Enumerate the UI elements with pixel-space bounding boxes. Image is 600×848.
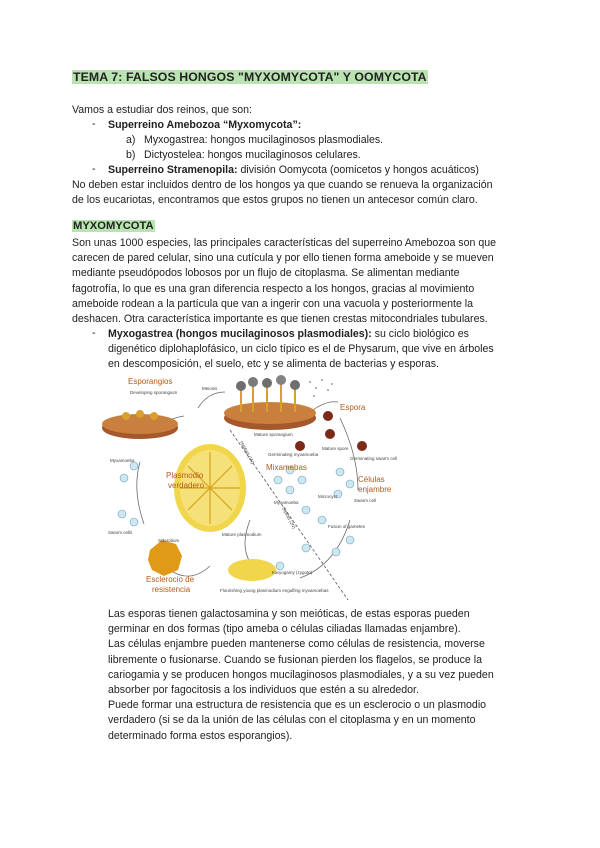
label-karyogamy: Karyogamy (zygote) [272, 570, 313, 575]
label-mature-plasmodium: Mature plasmodium [222, 532, 262, 537]
label-swarm-cells: Swarm cells [108, 530, 133, 535]
intro-paragraph-2: No deben estar incluidos dentro de los hongos ya que cuando se renueva la organización de los eucariotas, encontramos que estos grupos no tienen un antecesor común claro. [72, 179, 493, 207]
label-microcyst: Microcyst [318, 494, 337, 499]
bullet-dash: - [92, 118, 96, 130]
sub-item-a: Myxogastrea: hongos mucilaginosos plasmodiales. [144, 134, 384, 146]
label-sclerotium: Sclerotium [158, 538, 180, 543]
spore [295, 441, 305, 451]
label-plasmodio: Plasmodio [166, 471, 204, 480]
spore [357, 441, 367, 451]
section-title: MYXOMYCOTA [73, 220, 154, 232]
intro-text: Vamos a estudiar dos reinos, que son: [72, 104, 253, 116]
label-developing: Developing sporangium [130, 390, 178, 395]
sclerotium-illustration [148, 540, 182, 576]
label-celulas: Células [358, 475, 385, 484]
label-diploid: Diploid (2N) [281, 506, 297, 530]
label-mature-spore: Mature spore [322, 446, 349, 451]
label-verdadero: verdadero [168, 481, 205, 490]
sub-item-a-marker: a) [126, 134, 136, 146]
life-cycle-diagram [100, 370, 415, 605]
label-meiosis: Meiosis [202, 386, 218, 391]
label-resistencia: resistencia [152, 585, 191, 594]
myxogastrea-paragraph: Myxogastrea (hongos mucilaginosos plasmodiales): su ciclo biológico es digenético diplohaplofásico, un ciclo típico es el de Physarum, que vive en árboles en descomposición, el suelo, etc y se alimenta de bacterias y esporas. [108, 328, 494, 371]
label-fusion: Fusion of gametes [328, 524, 366, 529]
page-title: TEMA 7: FALSOS HONGOS "MYXOMYCOTA" Y OOMYCOTA [73, 70, 427, 84]
label-myxamoeba: Myxamoeba [274, 500, 299, 505]
label-myxamoebae: Myxamoeba [110, 458, 135, 463]
figure-explanation: Las esporas tienen galactosamina y son meióticas, de estas esporas pueden germinar en dos formas (tipo ameba o células ciliadas llamadas enjambre). Las células enjambre pueden mantenerse como células de resistencia, moverse libremente o fusionarse. Cuando se fusionan pierden los flagelos, se produce la cariogamia y se producen hongos mucilaginosos plasmodiales, y a su vez pueden absorber por fagocitosis a los individuos que estén a su alrededor. Puede formar una estructura de resistencia que es un esclerocio o un plasmodio verdadero (si se da la unión de las células con el citoplasma y en un momento determinado forma estos esporangios). [108, 608, 494, 742]
label-swarm-cell: Swarm cell [354, 498, 377, 503]
sporangia-log-illustration [224, 375, 316, 430]
section-paragraph: Son unas 1000 especies, las principales características del superreino Amebozoa son que carecen de pared celular, sino una cutícula y por ello tienen forma ameboide y se mueven mediante pseudópodos lobosos por un flujo de citoplasma. Se alimentan mediante fagotrofía, lo que es una gran diferencia respecto a los hongos, gracias al movimiento ameboide rodean a la partícula que van a ingerir con una vacuola y posteriormente la deshacen. Otra característica importante es que tienen crestas mitocondriales tubulares. [72, 237, 497, 326]
label-mixamebas: Mixamebas [266, 463, 307, 472]
label-germinating-swarm: Germinating swarm cell [350, 456, 398, 461]
young-plasmodium [228, 559, 276, 581]
list-item-stramenopila: Superreino Stramenopila: división Oomycota (oomicetos y hongos acuáticos) [108, 164, 479, 176]
bullet-dash: - [92, 163, 96, 175]
label-germinating-myxamoeba: Germinating myxamoeba [268, 452, 319, 457]
list-item-amebozoa: Superreino Amebozoa “Myxomycota”: [108, 119, 302, 131]
label-espora: Espora [340, 403, 366, 412]
label-mature-sporangium: Mature sporangium [254, 432, 293, 437]
sub-item-b-marker: b) [126, 149, 136, 161]
bullet-dash: - [92, 327, 96, 339]
label-haploid: Haploid (1N) [239, 440, 256, 465]
spore-cloud [309, 379, 333, 397]
label-enjambre: enjambre [358, 485, 392, 494]
developing-sporangium-log [102, 410, 178, 439]
label-esporangios: Esporangios [128, 377, 173, 386]
label-flourishing: Flourishing young plasmodium engulfing myxamoebas [220, 588, 329, 593]
spore [323, 411, 333, 421]
label-esclerocio: Esclerocio de [146, 575, 195, 584]
spore [325, 429, 335, 439]
sub-item-b: Dictyostelea: hongos mucilaginosos celulares. [144, 149, 361, 161]
